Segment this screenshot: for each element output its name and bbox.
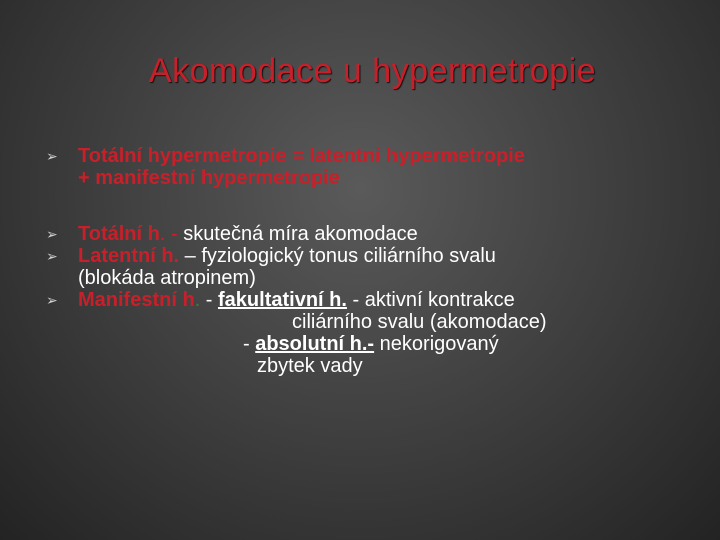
dash: - <box>243 333 256 355</box>
absolute-description-line-2: zbytek vady <box>257 355 363 377</box>
absolute-description: nekorigovaný <box>374 333 499 355</box>
definition-line-1: Totální hypermetropie = latentní hypermetropie <box>78 145 525 167</box>
dash: - <box>205 289 219 311</box>
term-latent: Latentní h. <box>78 245 180 267</box>
term-dot: . <box>194 289 206 311</box>
arrow-bullet-icon: ➢ <box>46 292 58 308</box>
term-facultative: fakultativní h. <box>218 289 347 311</box>
latent-description-line-2: (blokáda atropinem) <box>78 267 256 289</box>
bullet-total-definition <box>40 145 690 189</box>
definition-line-2: + manifestní hypermetropie <box>78 167 340 189</box>
arrow-bullet-icon: ➢ <box>46 248 58 264</box>
term-manifest: Manifestní h <box>78 289 195 311</box>
facultative-description-line-2: ciliárního svalu (akomodace) <box>292 311 547 333</box>
bullet-manifest <box>40 289 690 377</box>
bullet-latent <box>40 245 690 289</box>
arrow-bullet-icon: ➢ <box>46 226 58 242</box>
term-absolute: absolutní h.- <box>255 333 375 355</box>
total-description: skutečná míra akomodace <box>183 223 418 245</box>
slide-content <box>40 145 690 377</box>
absolute-line <box>78 333 690 355</box>
bullet-total <box>40 223 690 245</box>
term-dot: . - <box>159 223 184 245</box>
slide-title: Akomodace u hypermetropie <box>148 52 597 90</box>
latent-description: – fyziologický tonus ciliárního svalu <box>179 245 496 267</box>
term-total: Totální h <box>78 223 160 245</box>
arrow-bullet-icon: ➢ <box>46 148 58 164</box>
facultative-description: - aktivní kontrakce <box>346 289 515 311</box>
